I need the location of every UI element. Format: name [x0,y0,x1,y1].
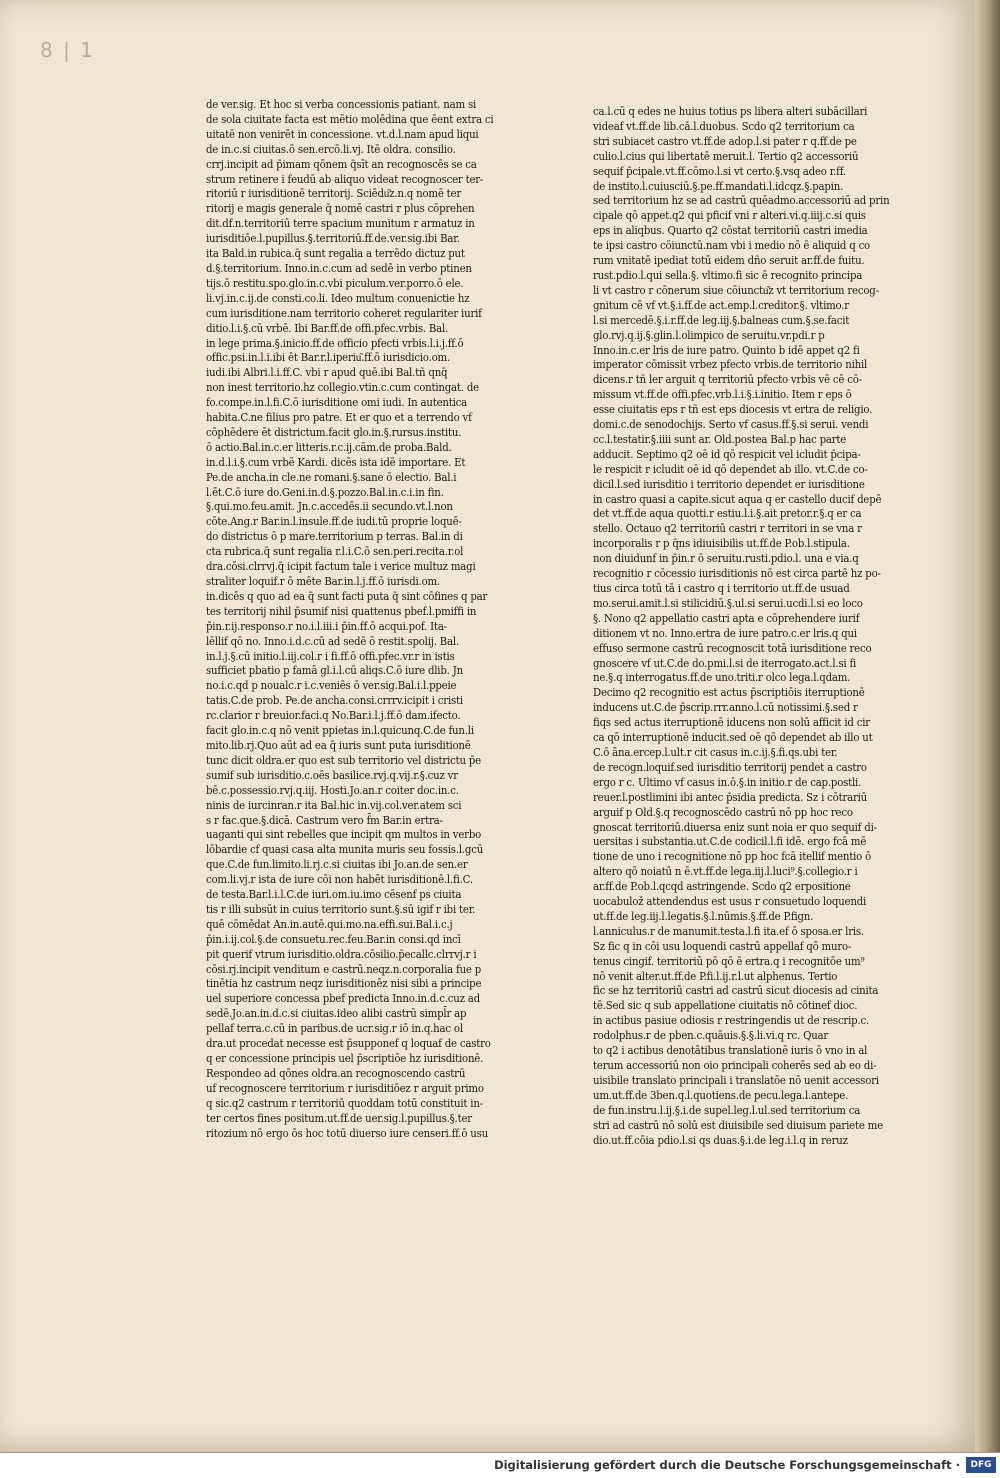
text-line: ita Bald.in rubica.q̄ sunt regalia a terrēdo dictuz put [206,247,465,261]
text-line: Sz fic q in cōi usu loquendi castrū appellaf qō muro- [593,939,852,953]
text-line: rodolphus.r de pben.c.quāuis.§.§.li.vi.q rc. Quar [593,1029,829,1043]
text-line: tijs.ō restitu.spo.glo.in.c.vbi piculum.ver.porro.ō ele. [206,276,464,290]
text-line: q sic.q2 castrum r territoriū quoddam totū constituit in- [206,1096,483,1110]
text-line: inducens ut.C.de p̄scrip.rrr.anno.l.cū notissimi.§.sed r [593,701,858,715]
text-line: tis r illi subsūt in cuius territorio sunt.§.sū igif r ibi ter. [206,902,476,916]
text-line: terum accessoriū non oio principali coherēs sed ab eo di- [593,1059,877,1072]
text-line: tatis.C.de prob. Pe.de ancha.consi.crrrv.icipit i cristi [206,694,463,708]
text-line: sed territorium hz se ad castrū quēadmo.accessoriū ad prin [593,194,890,208]
page-edge [975,0,1000,1452]
text-line: ritozium nō ergo ōs hoc totū diuerso iure censeri.ff.ō usu [206,1126,488,1140]
text-line: iurisditiōe.l.pupillus.§.territoriū.ff.de.ver.sig.ibi Bar. [206,232,460,246]
text-line: stri subiacet castro vt.ff.de adop.l.si pater r q.ff.de pe [593,134,857,148]
text-line: iudi.ibi Albri.l.i.ff.C. vbi r apud quē.ibi Bal.tñ qnq̄ [206,366,448,380]
text-line: d.§.territorium. Inno.in.c.cum ad sedē in verbo ptinen [206,261,472,275]
text-line: q er concessione principis uel p̄scriptiōe hz iurisditionē. [206,1052,484,1065]
text-line: effuso sermone castrū recognoscit totā iurisditione reco [593,641,872,655]
text-line: domi.c.de senodochijs. Serto vf casus.ff.§.si serui. vendi [593,418,869,432]
right-text-column [593,105,923,1155]
digitization-footer [0,1452,1000,1478]
text-line: tenus cingif. territoriū pō qō ē ertra.q i recognitōe um⁹ [593,954,865,968]
text-line: uitatē non venirēt in concessione. vt.d.l.nam apud liqui [206,127,479,141]
text-line: ca.l.cū q edes ne huius totius ps libera alteri subācillari [593,105,868,118]
text-line: tinētia hz castrum neqz iurisditionēz nisi sibi a principe [206,977,482,991]
text-line: le respicit r icludit oē id qō dependet ab illo. vt.C.de co- [593,462,868,476]
text-line: arguif p Old.§.q recognoscēdo castrū nō pp hoc reco [593,805,853,819]
text-line: ca qō interruptionē inducit.sed oē qō dependet ab illo ut [593,731,873,745]
text-line: in.d.l.i.§.cum vrbē Kardi. dicēs ista idē importare. Et [206,455,466,469]
text-line: stello. Octauo q2 territoriū castri r territori in se vna r [593,522,862,536]
text-line: um.ut.ff.de 3ben.q.l.quotiens.de pecu.lega.l.antepe. [593,1088,849,1102]
text-line: ō actio.Bal.in.c.er litteris.r.c.ij.cām.de proba.Bald. [206,440,452,454]
text-line: ditionem vt no. Inno.ertra de iure patro.c.er lris.q qui [593,626,857,640]
text-line: Inno.in.c.er lris de iure patro. Quinto b idē appet q2 fi [593,343,860,357]
text-line: det vt.ff.de aqua quotti.r estiu.l.i.§.ait pretor.r.§.q er ca [593,507,862,521]
text-line: uel superiore concessa pbef predicta Inno.in.d.c.cuz ad [206,992,480,1006]
text-line: fiqs sed actus iterruptionē iducens non solū afficit id cir [593,716,870,730]
text-line: cōte.Ang.r Bar.in.l.insule.ff.de iudi.tū proprie loquē- [206,515,462,529]
text-line: §. Nono q2 appellatio castri apta e cōprehendere iurif [593,611,860,625]
text-line: l.ēt.C.ō iure do.Geni.in.d.§.pozzo.Bal.in.c.i.in fin. [206,485,444,499]
text-line: glo.rvj.q.ij.§.glin.l.olimpico de seruitu.vr.pdi.r p [593,328,825,342]
text-line: dit.df.n.territoriū terre spacium munitum r armatuz in [206,217,475,231]
text-line: de ver.sig. Et hoc si verba concessionis patiant. nam si [206,98,477,111]
text-line: tes territorij nihil p̄sumif nisi quattenus pbef.l.pmiffi in [206,604,477,618]
text-line: ne.§.q interrogatus.ff.de uno.triti.r olco lega.l.qdam. [593,671,851,685]
text-line: Respondeo ad qōnes oldra.an recognoscendo castrū [206,1066,466,1080]
text-line: offic.psi.in.l.i.ibi ēt Bar.r.l.iperiu͂.ff.ō iurisdicio.om. [206,351,450,365]
text-line: rust.pdio.l.qui sella.§. vltimo.fi sic ē recognito principa [593,268,863,282]
text-line: de sola ciuitate facta est mētio molēdina que ēent extra ci [206,112,494,126]
text-line: culio.l.cius qui libertatē meruit.l. Tertio q2 accessoriū [593,149,859,163]
text-line: com.li.vj.r ista de iure cōi non habēt iurisditionē.l.fi.C. [206,873,473,887]
text-line: ritorij e magis generale q̄ nomē castri r plus cōprehen [206,202,475,216]
text-line: sumif sub iurisditio.c.oēs basilice.rvj.q.vij.r.§.cuz vr [206,768,458,782]
text-line: cum iurisditione.nam territorio coheret regulariter iurif [206,306,482,320]
text-line: quē cōmēdat An.in.autē.qui.mo.na.effi.sui.Bal.i.c.j [206,917,453,931]
text-line: cōphēdere ēt districtum.facit glo.in.§.rursus.institu. [206,425,462,439]
text-line: de recogn.loquif.sed iurisditio territorij pendet a castro [593,760,867,774]
text-line: rc.clarior r breuior.faci.q No.Bar.i.l.j.ff.ō dam.ifecto. [206,709,461,723]
dfg-logo: DFG [966,1457,996,1473]
text-line: tunc dicit oldra.er quo est sub territorio vel districtu p̄e [206,753,481,767]
text-line: dra.cōsi.clrrvj.q̄ icipit factum tale i verice multuz magi [206,560,476,574]
text-line: crrj.incipit ad p̄imam qōnem q̄sīt an recognoscēs se ca [206,157,477,171]
text-line: non diuidunf in p̄in.r ō seruitu.rusti.pdio.l. una e via.q [593,552,859,566]
pencil-margin-note: 8 | 1 [40,38,95,62]
text-line: p̄in.i.ij.col.§.de consuetu.rec.feu.Bar.in consi.qd incī [206,932,461,946]
text-line: gnoscere vf ut.C.de do.pmi.l.si de iterrogato.act.l.si fi [593,656,857,670]
text-line: missum vt.ff.de offi.pfec.vrb.l.i.§.i.initio. Item r eps ō [593,388,852,402]
text-line: pellaf terra.c.cū in paribus.de ucr.sig.r iō in.q.hac ol [206,1022,463,1036]
text-line: que.C.de fun.limito.li.rj.c.si ciuitas ibi Jo.an.de sen.er [206,858,468,872]
text-line: mito.lib.rj.Quo aūt ad ea q̄ iuris sunt puta iurisditionē [206,738,471,752]
text-line: ninis de iurcinran.r ita Bal.hic in.vij.col.ver.atem sci [206,798,462,812]
text-line: bē.c.possessio.rvj.q.iij. Hosti.Jo.an.r coiter doc.in.c. [206,783,459,797]
text-line: imperator cōmissit vrbez pfecto vrbis.de territorio nihil [593,358,868,372]
text-line: rum vnitatē ipediat totū eidem dño seruit ar.ff.de fuitu. [593,254,865,268]
text-line: pit querif vtrum iurisditio.oldra.cōsilio.p̄ecallc.clrrvj.r i [206,947,477,961]
text-line: straliter loquif.r ō mēte Bar.in.l.j.ff.ō iurisdi.om. [206,575,440,588]
text-line: cōsi.rj.incipit venditum e castrū.neqz.n.corporalia fue p [206,962,482,976]
text-line: adducit. Septimo q2 oē id qō respicit vel icludit p̄cipa- [593,447,861,461]
text-line: te ipsi castro cōiunctū.nam vbi i medio nō ē aliquid q co [593,239,870,253]
text-line: in castro quasi a capite.sicut aqua q er castello ducif depē [593,492,882,506]
text-line: gnitum cē vf vt.§.i.ff.de act.emp.l.creditor.§. vltimo.r [593,298,849,312]
text-line: reuer.l.postlimini ibi antec p̄sidia predicta. Sz i cōtrariū [593,790,868,804]
text-line: fo.compe.in.l.fi.C.ō iurisditione omi iudi. In autentica [206,396,468,410]
text-line: de in.c.si ciuitas.ō sen.ercō.li.vj. Itē oldra. consilio. [206,142,456,156]
text-line: cipale qō appet.q2 qui pficif vni r alteri.vi.q.iiij.c.si quis [593,209,866,223]
text-line: sequif p̄cipale.vt.ff.cōmo.l.si vt certo.§.vsq adeo r.ff. [593,164,846,178]
text-line: in.l.j.§.cū initio.l.iij.col.r i fi.ff.ō offi.pfec.vr.r in istis [206,649,455,663]
text-line: de testa.Bar.l.i.l.C.de iuri.om.iu.imo cēsenf ps ciuita [206,888,462,902]
text-line: dicens.r tñ ler arguit q territoriū pfecto vrbis vē cē cō- [593,373,862,387]
text-line: s r fac.que.§.dicā. Castrum vero f̄m Bar.in ertra- [206,813,443,827]
text-line: Pe.de ancha.in cle.ne romani.§.sane ō electio. Bal.i [206,470,457,484]
text-line: uocabulož attendendus est usus r consuetudo loquendi [593,895,867,909]
text-line: cta rubrica.q̄ sunt regalia r.l.i.C.ō sen.peri.recita.r.ol [206,545,464,559]
text-line: gnoscat territoriū.diuersa eniz sunt noia er quo sequif di- [593,820,877,834]
text-line: in lege prima.§.inicio.ff.de officio pfecti vrbis.l.i.j.ff.ō [206,336,464,350]
text-line: sufficiet pbatio p famā gl.i.l.cū aliqs.C.ō iure dlib. Jn [206,664,463,678]
text-line: do districtus ō p mare.territorium p terras. Bal.in di [206,530,463,544]
text-line: dra.ut procedat necesse est p̄supponef q loquaf de castro [206,1037,491,1051]
text-line: habita.C.ne filius pro patre. Et er quo et a terrendo vf [206,411,472,425]
text-line: li.vj.in.c.ij.de consti.co.li. Ideo multum conuenictie hz [206,291,470,305]
text-line: de fun.instru.l.ij.§.i.de supel.leg.l.ul.sed territorium ca [593,1103,861,1117]
text-line: to q2 i actibus denotātibus translationē iuris ō vno in al [593,1044,868,1058]
text-line: ditio.l.i.§.cū vrbē. Ibi Bar.ff.de offi.pfec.vrbis. Bal. [206,321,449,335]
text-line: li vt castro r cōnerum siue cōiunctu͂z vt territorium recog- [593,283,879,297]
text-line: nō venit alter.ut.ff.de P.fi.l.ij.r.l.ut alphenus. Tertio [593,969,838,983]
text-line: ut.ff.de leg.iij.l.legatis.§.l.nūmis.§.ff.de P.fign. [593,909,814,923]
text-line: strum retinere i feudū ab aliquo videat recognoscer ter- [206,172,484,186]
text-line: eps in aliqbus. Quarto q2 cōstat territoriū castri imedia [593,224,868,238]
text-line: non inest territorio.hz collegio.vtin.c.cum contingat. de [206,381,479,395]
text-line: ar.ff.de P.ob.l.qcqd astringende. Scdo q2 erpositione [593,880,851,894]
text-line: sedē.Jo.an.in.d.c.si ciuitas.ideo alibi castrū simpl̄r ap [206,1007,467,1021]
funding-notice: Digitalisierung gefördert durch die Deutsche Forschungsgemeinschaft · [494,1458,960,1472]
text-line: fic se hz territoriū castri ad castrū sicut diocesis ad cinita [593,984,879,998]
text-line: recognitio r cōcessio iurisditionis nō est circa partē hz po- [593,567,881,581]
text-line: videaf vt.ff.de lib.cā.l.duobus. Scdo q2 territorium ca [593,119,855,133]
text-line: tione de uno i recognitione nō pp hoc fcā itellif mentio ō [593,850,872,864]
text-line: incorporalis r p q̄ns idiuisibilis ut.ff.de P.ob.l.stipula. [593,537,850,551]
text-line: lēllif qō no. Inno.i.d.c.cū ad sedē ō restit.spolij. Bal. [206,634,459,648]
text-line: C.ō āna.ercep.l.ult.r cit casus in.c.ij.§.fi.qs.ubi ter. [593,745,838,759]
text-line: altero qō noiatū n ē.vt.ff.de lega.iij.l.luci⁹.§.collegio.r i [593,865,858,879]
text-line: ter certos fines positum.ut.ff.de uer.sig.l.pupillus.§.ter [206,1111,472,1125]
left-text-column [206,98,536,1188]
text-line: l.anniculus.r de manumit.testa.l.fi ita.ef ō sposa.er lris. [593,924,864,938]
text-line: l.si mercedē.§.i.r.ff.de leg.iij.§.balneas cum.§.se.facit [593,313,850,327]
text-line: ergo r c. Ultimo vf casus in.ō.§.in initio.r de cap.postli. [593,775,862,789]
text-line: in actibus pasiue odiosis r restringendis ut de rescrip.c. [593,1014,869,1028]
text-line: Decimo q2 recognitio est actus p̄scriptiōis iterruptionē [593,686,865,700]
text-line: esse ciuitatis eps r tñ est eps diocesis vt ertra de religio. [593,403,873,417]
text-line: in.dicēs q quo ad ea q̄ sunt facti puta q̄ sint cōfines q par [206,589,488,603]
text-line: facit glo.in.c.q nō venit ppietas in.l.quicunq.C.de fun.li [206,724,474,738]
text-line: lōbardie cf quasi casa alta munita muris seu fossis.l.gcū [206,843,484,857]
text-line: uaganti qui sint rebelles que incipit qm multos in verbo [206,828,482,842]
text-line: no.i.c.qd p noualc.r i.c.veniēs ō ver.sig.Bal.i.l.ppeie [206,679,457,693]
text-line: mo.serui.amit.l.si stilicidiū.§.ul.si serui.ucdi.l.si eo loco [593,596,863,610]
text-line: p̄in.r.ij.responso.r no.i.l.iii.i p̄in.ff.ō acqui.pof. Ita- [206,619,447,633]
text-line: uersitas i substantia.ut.C.de codicil.l.fi idē. ergo fcā mē [593,835,867,849]
text-line: de instito.l.cuiusciū.§.pe.ff.mandati.l.idcqz.§.papin. [593,179,844,193]
text-line: stri ad castrū nō solū est diuisibile sed diuisum pariete me [593,1118,883,1132]
text-line: §.qui.mo.feu.amit. Jn.c.accedēs.ii secundo.vt.l.non [206,500,453,514]
text-line: tius circa totū tā i castro q i territorio ut.ff.de usuad [593,582,850,595]
text-line: uisibile translato principali i translatōe nō uenit accessori [593,1073,879,1087]
text-line: dicil.l.sed iurisditio i territorio dependet er iurisditione [593,477,865,491]
text-line: uf recognoscere territorium r iurisditiōez r arguit primo [206,1081,484,1095]
text-line: ritoriū r iurisditionē territorij. Sciēdu͂z.n.q nomē ter [206,187,462,201]
text-line: tē.Sed sic q sub appellatione ciuitatis nō cōtinef dioc. [593,999,858,1013]
text-line: dio.ut.ff.cōia pdio.l.si qs duas.§.i.de leg.i.l.q in reruz [593,1133,848,1147]
text-line: cc.l.testatir.§.iiii sunt ar. Old.postea Bal.p hac parte [593,432,847,446]
